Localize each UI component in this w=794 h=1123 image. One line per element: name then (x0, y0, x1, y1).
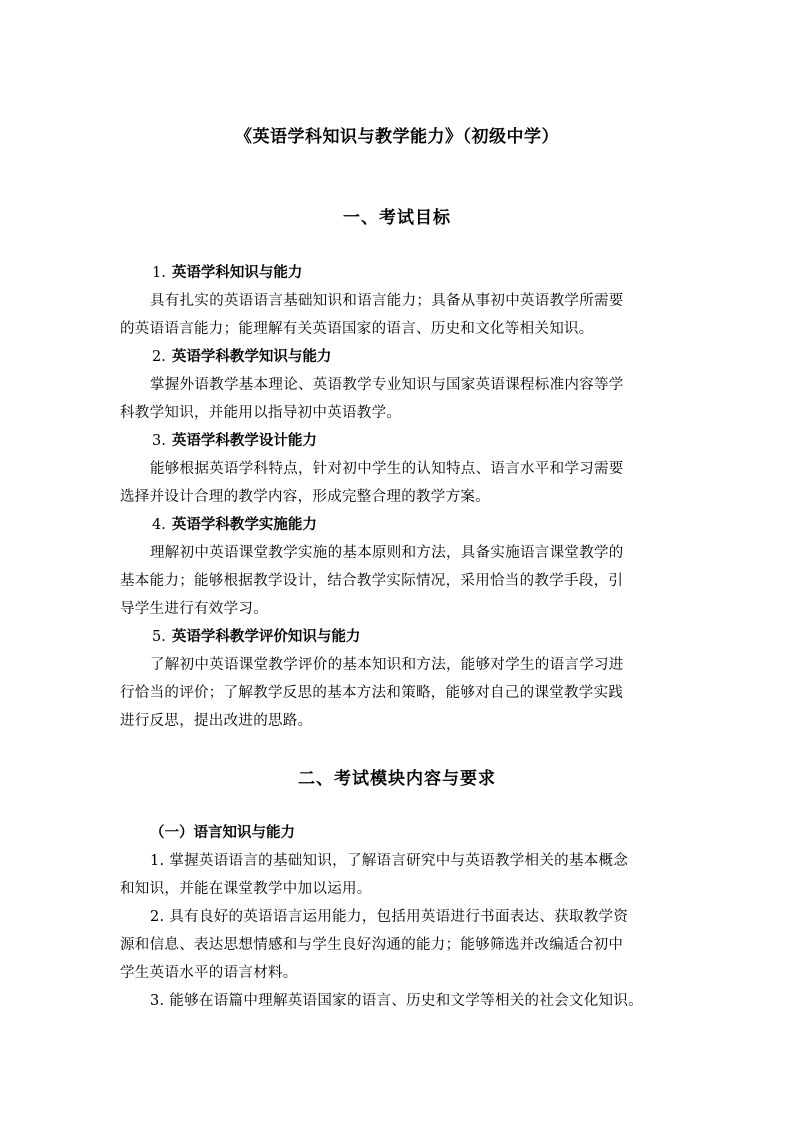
item-heading (152, 261, 302, 282)
paragraph-line: 了解初中英语课堂教学评价的基本知识和方法，能够对学生的语言学习进 (150, 657, 624, 673)
paragraph-line: 学生英语水平的语言材料。 (120, 965, 298, 981)
item-heading (152, 625, 360, 646)
item-heading-text: 英语学科教学设计能力 (171, 432, 317, 449)
item-number: 2. (152, 349, 166, 365)
item-number: 1. (152, 265, 166, 281)
paragraph-line: 的英语语言能力；能理解有关英语国家的语言、历史和文化等相关知识。 (120, 321, 594, 337)
item-number: 5. (152, 629, 166, 645)
item-heading-text: 英语学科教学评价知识与能力 (171, 628, 361, 645)
paragraph-line: 选择并设计合理的教学内容，形成完整合理的教学方案。 (120, 489, 490, 505)
paragraph-line: 基本能力；能够根据教学设计，结合教学实际情况，采用恰当的教学手段，引 (120, 573, 624, 589)
item-number: 4. (152, 517, 166, 533)
item-number: 3. (152, 433, 166, 449)
paragraph-line: 具有扎实的英语语言基础知识和语言能力；具备从事初中英语教学所需要 (150, 293, 624, 309)
paragraph-line: 行恰当的评价；了解教学反思的基本方法和策略，能够对自己的课堂教学实践 (120, 685, 624, 701)
paragraph-line: 科教学知识，并能用以指导初中英语教学。 (120, 405, 402, 421)
paragraph-line: 1. 掌握英语语言的基础知识，了解语言研究中与英语教学相关的基本概念 (150, 853, 629, 869)
item-heading (152, 513, 317, 534)
paragraph-line: 2. 具有良好的英语语言运用能力，包括用英语进行书面表达、获取教学资 (150, 909, 629, 925)
section-heading-exam-objectives: 一、考试目标 (343, 208, 451, 228)
item-heading-text: 英语学科知识与能力 (171, 264, 303, 281)
subsection-heading-language-knowledge: （一）语言知识与能力 (150, 824, 295, 841)
item-heading (152, 429, 317, 450)
paragraph-line: 和知识，并能在课堂教学中加以运用。 (120, 881, 372, 897)
item-heading-text: 英语学科教学知识与能力 (171, 348, 332, 365)
paragraph-line: 源和信息、表达思想情感和与学生良好沟通的能力；能够筛选并改编适合初中 (120, 937, 624, 953)
item-heading (152, 345, 331, 366)
item-heading-text: 英语学科教学实施能力 (171, 516, 317, 533)
section-heading-module-content: 二、考试模块内容与要求 (298, 769, 496, 789)
paragraph-line: 3. 能够在语篇中理解英语国家的语言、历史和文学等相关的社会文化知识。 (150, 993, 643, 1009)
paragraph-line: 进行反思，提出改进的思路。 (120, 713, 313, 729)
paragraph-line: 理解初中英语课堂教学实施的基本原则和方法，具备实施语言课堂教学的 (150, 545, 624, 561)
paragraph-line: 掌握外语教学基本理论、英语教学专业知识与国家英语课程标准内容等学 (150, 377, 624, 393)
paragraph-line: 导学生进行有效学习。 (120, 601, 268, 617)
document-title: 《英语学科知识与教学能力》（初级中学） (235, 127, 559, 147)
paragraph-line: 能够根据英语学科特点，针对初中学生的认知特点、语言水平和学习需要 (150, 461, 624, 477)
